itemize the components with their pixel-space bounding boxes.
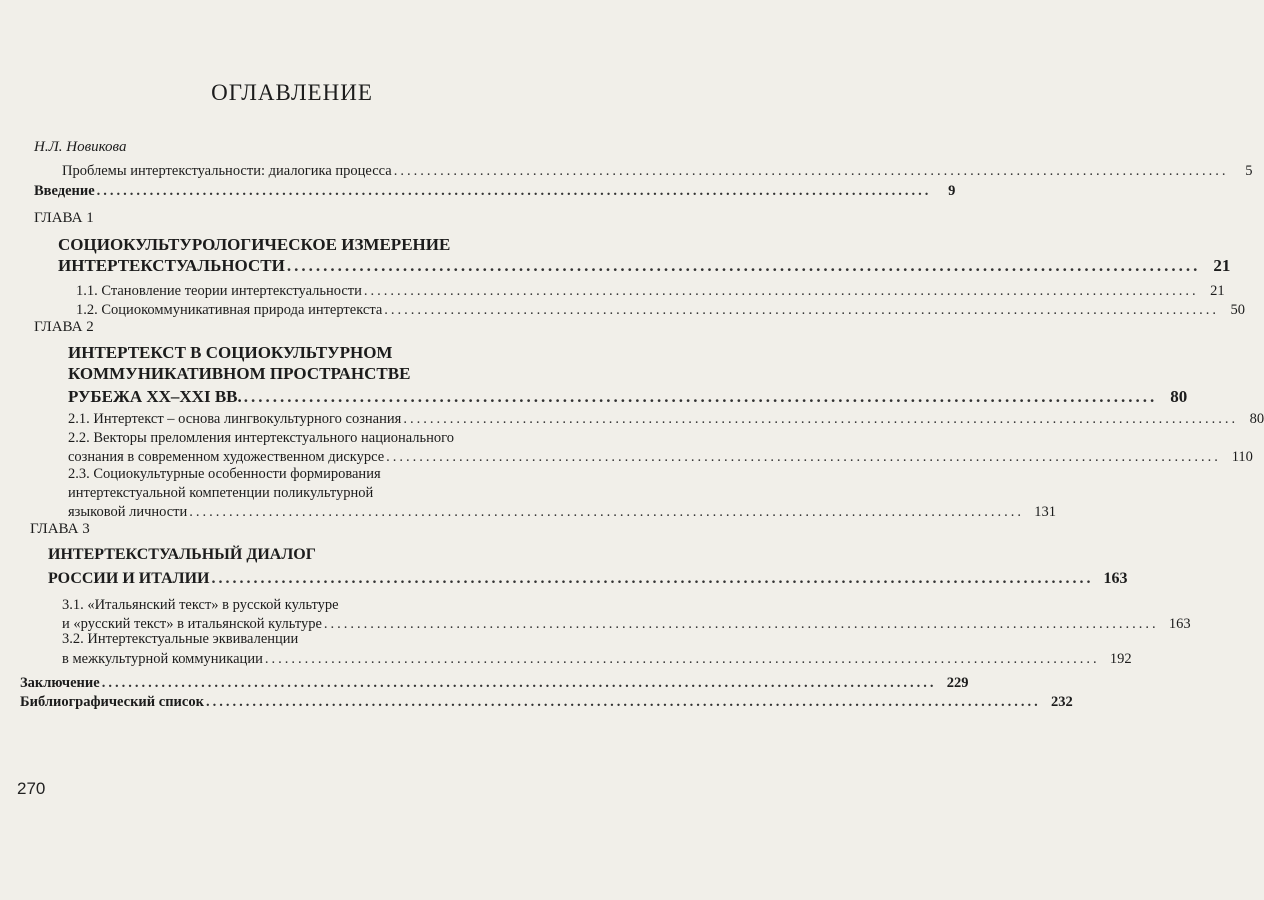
chapter-2-label: ГЛАВА 2 xyxy=(34,319,94,335)
dot-leader: .............................................................................................................................. xyxy=(386,449,1221,465)
dot-leader: .............................................................................................................................. xyxy=(243,387,1158,406)
dot-leader: .............................................................................................................................. xyxy=(101,675,937,691)
chapter-3-title-line1: ИНТЕРТЕКСТУАЛЬНЫЙ ДИАЛОГ xyxy=(48,546,316,563)
entry-page: 229 xyxy=(946,675,969,691)
entry-page: 21 xyxy=(1210,283,1225,299)
entry-text: 2.1. Интертекст – основа лингвокультурного сознания xyxy=(68,411,402,427)
toc-entry-conclusion[interactable] xyxy=(20,675,969,692)
dot-leader: .............................................................................................................................. xyxy=(96,183,932,199)
chapter-2-title-line2: КОММУНИКАТИВНОМ ПРОСТРАНСТВЕ xyxy=(68,364,411,383)
entry-text: ИНТЕРТЕКСТУАЛЬНОСТИ xyxy=(58,256,285,275)
section-2-2-line1: 2.2. Векторы преломления интертекстуального национального xyxy=(68,430,454,446)
entry-text: РОССИИ И ИТАЛИИ xyxy=(48,570,210,587)
entry-page: 110 xyxy=(1231,449,1253,465)
entry-page: 9 xyxy=(948,183,956,199)
toc-entry-section-1-1[interactable] xyxy=(76,283,1225,300)
chapter-1-label: ГЛАВА 1 xyxy=(34,210,94,226)
entry-page: 232 xyxy=(1050,694,1073,710)
dot-leader: .............................................................................................................................. xyxy=(323,616,1159,632)
dot-leader: .............................................................................................................................. xyxy=(264,651,1100,667)
entry-page: 5 xyxy=(1245,163,1253,179)
page-title: ОГЛАВЛЕНИЕ xyxy=(211,80,373,105)
entry-text: в межкультурной коммуникации xyxy=(62,651,263,667)
dot-leader: .............................................................................................................................. xyxy=(211,570,1094,587)
dot-leader: .............................................................................................................................. xyxy=(384,302,1220,318)
entry-text: Введение xyxy=(34,183,95,199)
dot-leader: .............................................................................................................................. xyxy=(286,256,1201,275)
section-3-2-line1: 3.2. Интертекстуальные эквиваленции xyxy=(62,631,299,647)
entry-text: языковой личности xyxy=(68,504,188,520)
dot-leader: .............................................................................................................................. xyxy=(205,694,1041,710)
entry-page: 80 xyxy=(1249,411,1264,427)
dot-leader: .............................................................................................................................. xyxy=(363,283,1199,299)
entry-text: 1.2. Социокоммуникативная природа интертекста xyxy=(76,302,383,318)
entry-page: 163 xyxy=(1103,570,1128,587)
toc-entry-section-2-3[interactable] xyxy=(68,504,1057,521)
section-3-1-line1: 3.1. «Итальянский текст» в русской культуре xyxy=(62,597,339,613)
entry-page: 21 xyxy=(1213,256,1231,275)
entry-text: Заключение xyxy=(20,675,100,691)
chapter-3-label: ГЛАВА 3 xyxy=(30,521,90,537)
entry-text: 1.1. Становление теории интертекстуальности xyxy=(76,283,362,299)
toc-entry-section-2-2[interactable] xyxy=(68,449,1253,466)
entry-text: сознания в современном художественном дискурсе xyxy=(68,449,385,465)
entry-page: 50 xyxy=(1230,302,1246,318)
section-2-3-line2: интертекстуальной компетенции поликультурной xyxy=(68,485,374,501)
toc-entry-preface[interactable] xyxy=(62,163,1253,180)
section-2-3-line1: 2.3. Социокультурные особенности формирования xyxy=(68,466,381,482)
author-name: Н.Л. Новикова xyxy=(34,139,127,155)
toc-entry-section-2-1[interactable] xyxy=(68,411,1264,428)
dot-leader: .............................................................................................................................. xyxy=(393,163,1229,179)
entry-text: Проблемы интертекстуальности: диалогика процесса xyxy=(62,163,392,179)
toc-entry-introduction[interactable] xyxy=(34,183,956,200)
page-number: 270 xyxy=(17,779,46,798)
toc-entry-bibliography[interactable] xyxy=(20,694,1073,711)
entry-page: 192 xyxy=(1109,651,1132,667)
chapter-1-title-line1: СОЦИОКУЛЬТУРОЛОГИЧЕСКОЕ ИЗМЕРЕНИЕ xyxy=(58,235,451,254)
entry-page: 163 xyxy=(1168,616,1191,632)
entry-page: 131 xyxy=(1034,504,1057,520)
toc-entry-section-3-2[interactable] xyxy=(62,651,1132,668)
entry-text: и «русский текст» в итальянской культуре xyxy=(62,616,322,632)
entry-text: Библиографический список xyxy=(20,694,204,710)
toc-entry-section-1-2[interactable] xyxy=(76,302,1246,319)
toc-entry-chapter-3[interactable] xyxy=(48,570,1128,588)
toc-entry-chapter-1[interactable] xyxy=(58,256,1231,276)
toc-entry-chapter-2[interactable] xyxy=(68,387,1188,407)
entry-page: 80 xyxy=(1170,387,1188,406)
chapter-2-title-line1: ИНТЕРТЕКСТ В СОЦИОКУЛЬТУРНОМ xyxy=(68,343,393,362)
dot-leader: .............................................................................................................................. xyxy=(403,411,1239,427)
entry-text: РУБЕЖА XX–XXI ВВ. xyxy=(68,387,242,406)
dot-leader: .............................................................................................................................. xyxy=(189,504,1025,520)
